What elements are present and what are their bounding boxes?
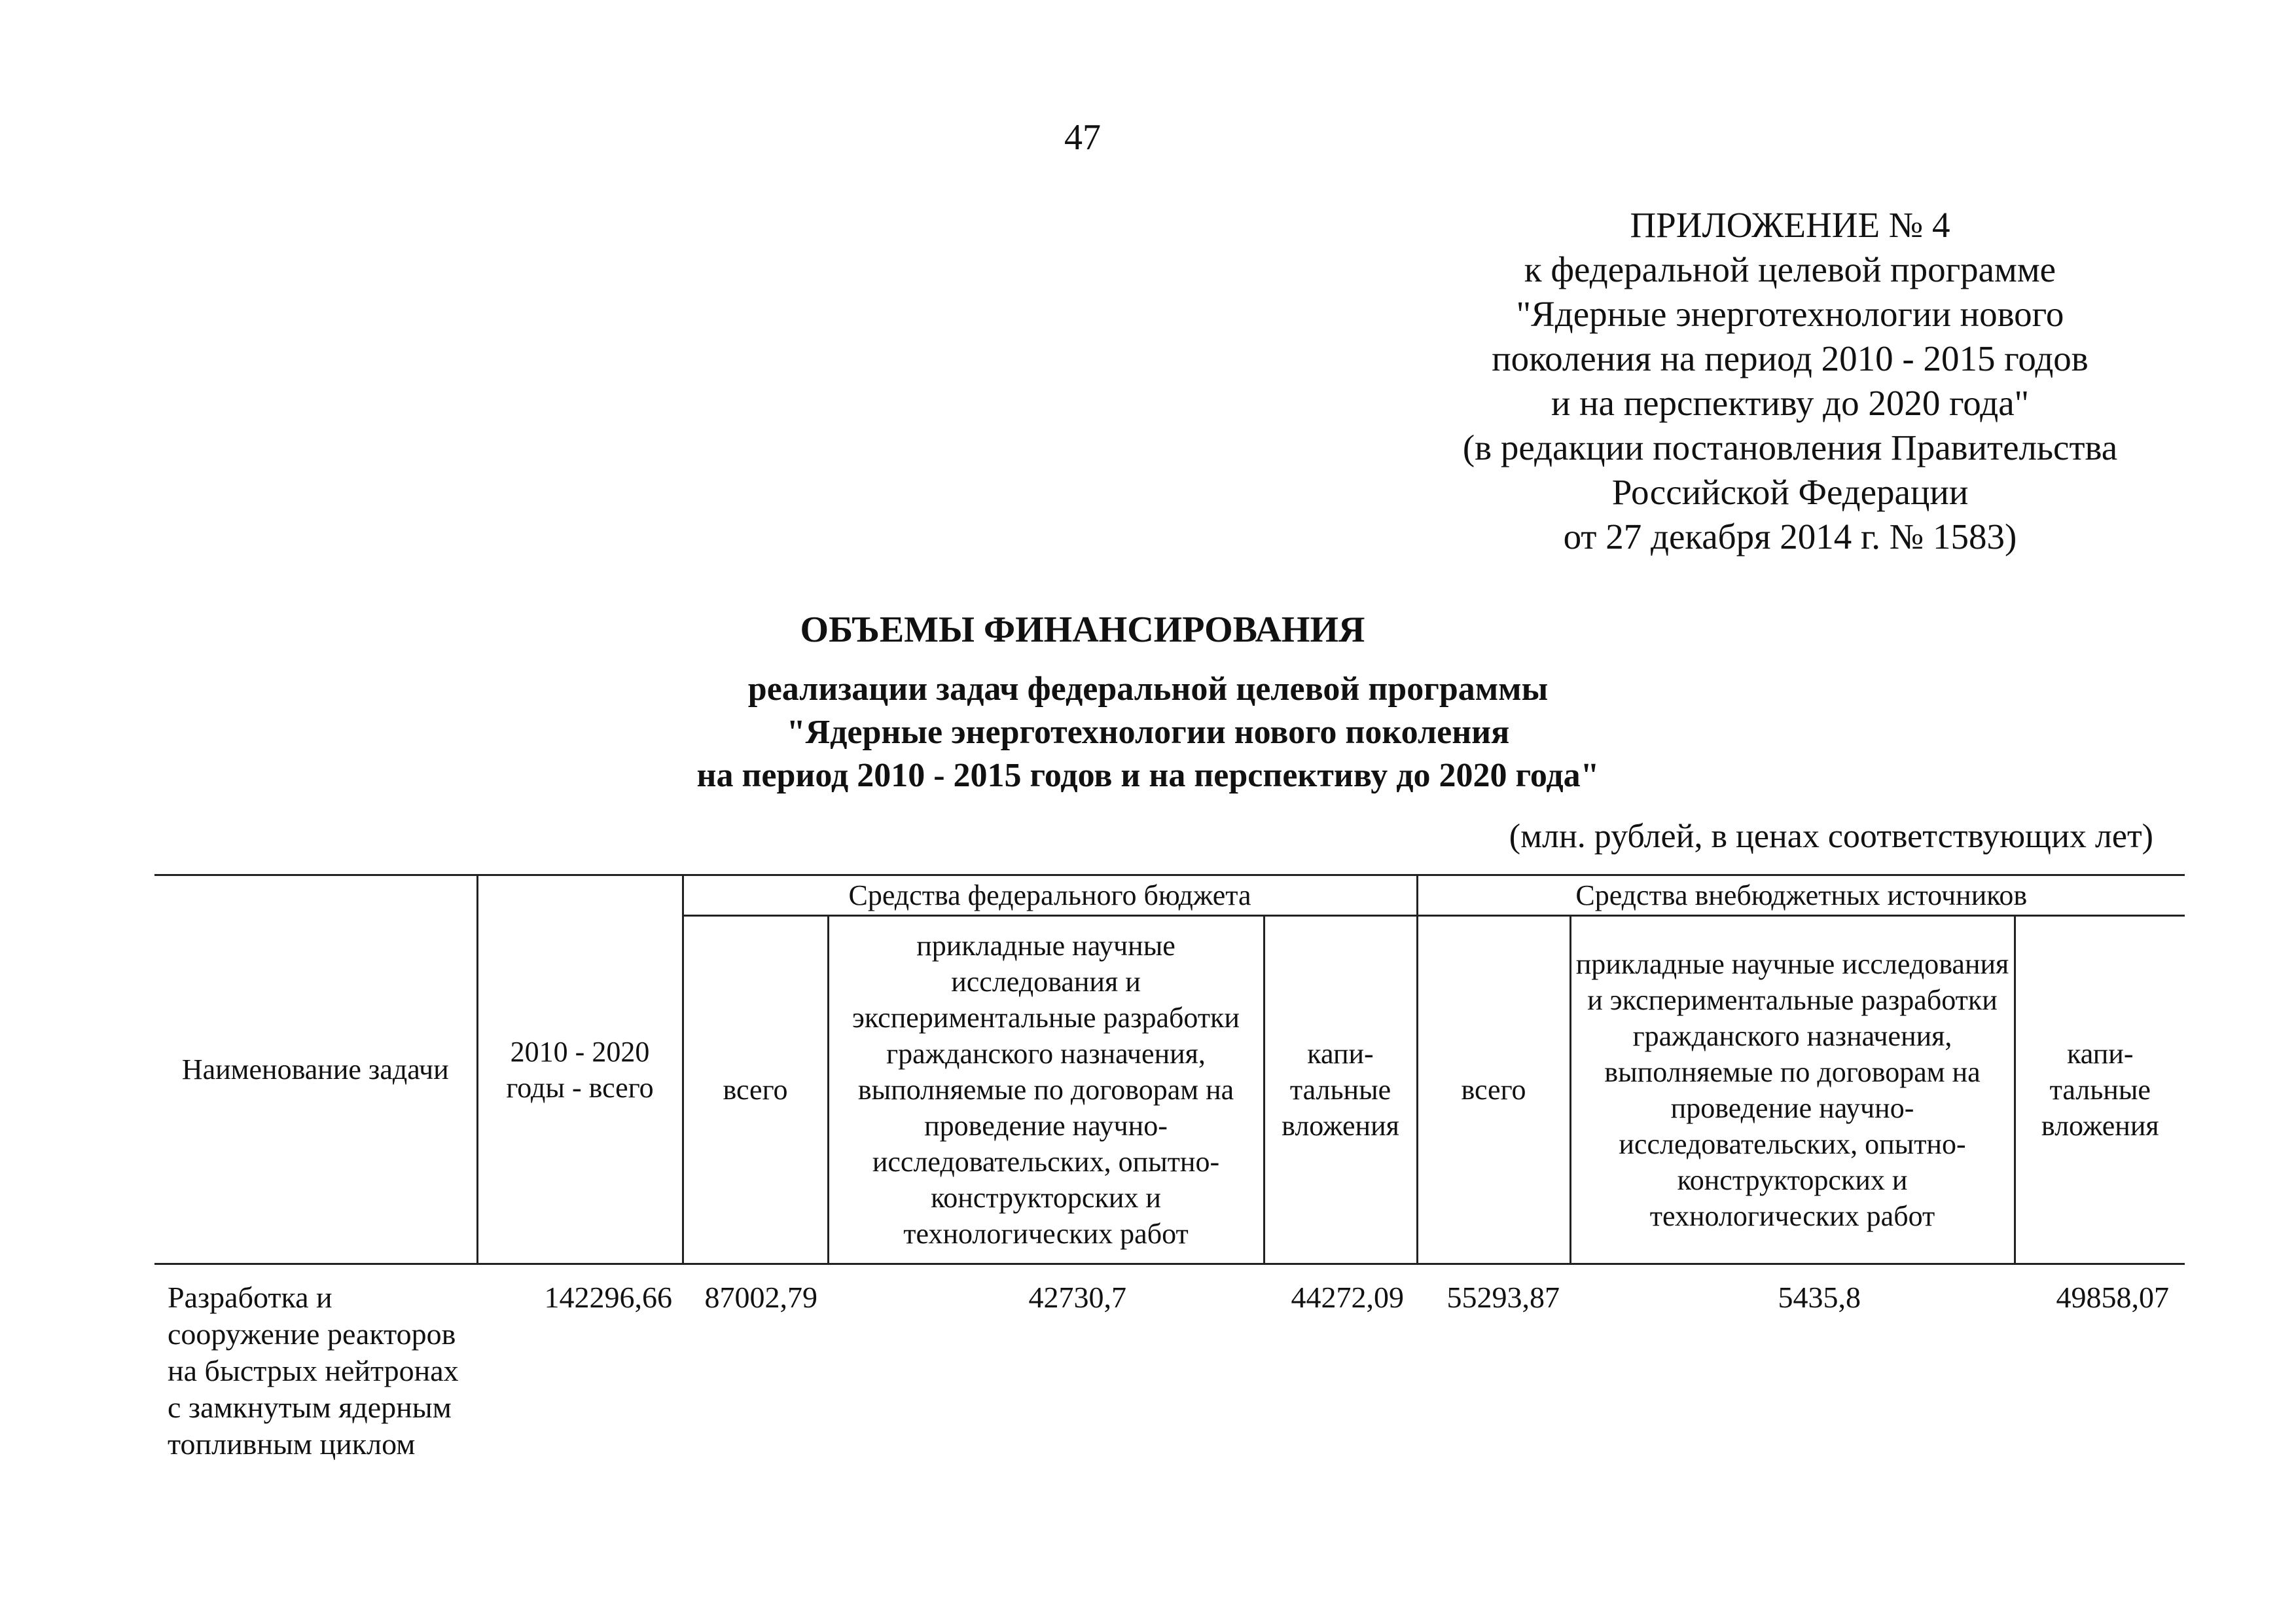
header-task-name: Наименование задачи xyxy=(154,875,477,1264)
extra-rnd-cell: 5435,8 xyxy=(1778,1281,1861,1314)
federal-total-cell: 87002,79 xyxy=(704,1281,817,1314)
federal-rnd-cell: 42730,7 xyxy=(1028,1281,1126,1314)
header-federal-rnd: прикладные научные исследования и экспериментальные разработки гражданского назначения, выполняемые по договорам на проведение научно-исследовательских, опытно-конструкторских и технологических работ xyxy=(828,916,1264,1264)
table-row xyxy=(154,1264,2185,1464)
appendix-line: Российской Федерации xyxy=(1611,472,1969,512)
header-federal-total: всего xyxy=(683,916,828,1264)
header-extra-rnd: прикладные научные исследования и экспериментальные разработки гражданского назначения, выполняемые по договорам на проведение научно-исследовательских, опытно-конструкторских и технологических работ xyxy=(1570,916,2015,1264)
units-note: (млн. рублей, в ценах соответствующих лет) xyxy=(1509,818,2153,855)
document-subtitle xyxy=(0,668,2296,797)
header-extra-total: всего xyxy=(1417,916,1570,1264)
header-federal-capital: капи- тальные вложения xyxy=(1264,916,1417,1264)
page-number: 47 xyxy=(1064,117,1101,158)
document-title: ОБЪЕМЫ ФИНАНСИРОВАНИЯ xyxy=(800,610,1365,650)
header-extra-capital: капи- тальные вложения xyxy=(2015,916,2185,1264)
extra-total-cell: 55293,87 xyxy=(1446,1281,1560,1314)
header-total-years: 2010 - 2020 годы - всего xyxy=(477,875,683,1264)
appendix-line: к федеральной целевой программе xyxy=(1524,249,2056,289)
header-extrabudget: Средства внебюджетных источников xyxy=(1417,875,2185,916)
financing-table xyxy=(154,874,2185,1463)
extra-capital-cell: 49858,07 xyxy=(2056,1281,2170,1314)
appendix-line: от 27 декабря 2014 г. № 1583) xyxy=(1563,517,2017,556)
total-cell: 142296,66 xyxy=(544,1281,672,1314)
task-name-cell: Разработка и сооружение реакторов на быстрых нейтронах с замкнутым ядерным топливным циклом xyxy=(168,1281,459,1461)
appendix-line: ПРИЛОЖЕНИЕ № 4 xyxy=(1630,205,1950,245)
appendix-line: поколения на период 2010 - 2015 годов xyxy=(1492,338,2089,378)
federal-capital-cell: 44272,09 xyxy=(1291,1281,1405,1314)
appendix-line: и на перспективу до 2020 года" xyxy=(1551,383,2030,423)
appendix-line: "Ядерные энерготехнологии нового xyxy=(1516,294,2064,334)
subtitle-line: "Ядерные энерготехнологии нового поколения xyxy=(786,714,1510,751)
appendix-line: (в редакции постановления Правительства xyxy=(1462,428,2118,467)
appendix-header xyxy=(1414,203,2166,559)
subtitle-line: реализации задач федеральной целевой программы xyxy=(747,670,1549,708)
header-federal-budget: Средства федерального бюджета xyxy=(683,875,1417,916)
subtitle-line: на период 2010 - 2015 годов и на перспективу до 2020 года" xyxy=(696,757,1600,794)
